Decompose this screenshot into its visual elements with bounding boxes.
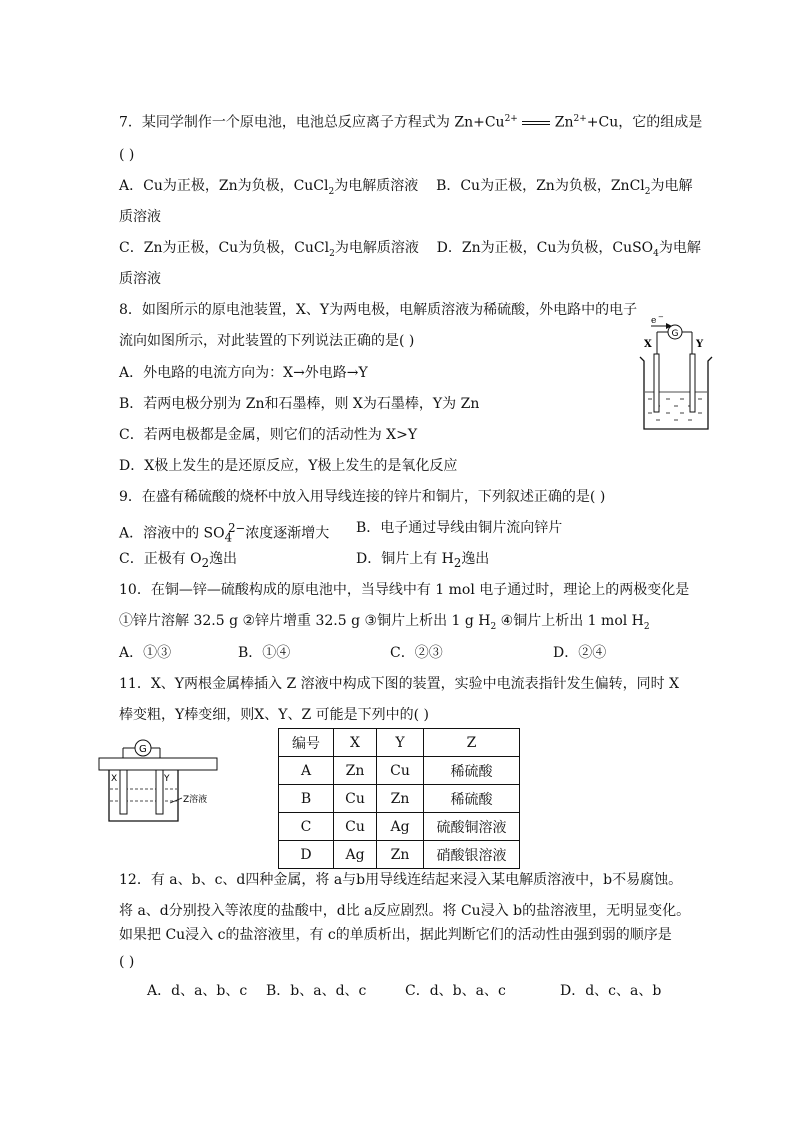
q12-stem-line3: 如果把 Cu浸入 c的盐溶液里，有 c的单质析出，据此判断它们的活动性由强到弱的顺序是 — [119, 927, 672, 943]
svg-text:X: X — [111, 774, 118, 784]
q9-stem: 9．在盛有稀硫酸的烧杯中放入用导线连接的锌片和铜片，下列叙述正确的是( ) — [119, 489, 606, 505]
electrolysis-cell-figure-q11 — [98, 737, 230, 827]
q12-option-b: B．b、a、d、c — [266, 983, 367, 999]
q7-stem: 7．某同学制作一个原电池，电池总反应离子方程式为 $Zn+Cu^{2+}$ $Zn^{2+}+Cu$，它的组成是 — [119, 114, 703, 131]
table-row — [279, 841, 520, 869]
q7-option-c-d: C．Zn为正极，Cu为负极，CuCl$_2$为电解质溶液 D．Zn为正极，Cu为负极，CuSO$_4$为电解 — [119, 240, 701, 259]
q10-option-c: C．②③ — [390, 645, 443, 661]
table-cell: A — [279, 757, 334, 785]
q10-option-a: A．①③ — [119, 645, 172, 661]
table-cell: C — [279, 813, 334, 841]
svg-text:G: G — [139, 744, 147, 755]
q9-option-b: B．电子通过导线由铜片流向锌片 — [356, 520, 563, 536]
svg-text:Y: Y — [696, 339, 704, 350]
svg-text:Z溶液: Z溶液 — [183, 795, 208, 805]
q8-stem-line1: 8．如图所示的原电池装置，X、Y为两电极，电解质溶液为稀硫酸，外电路中的电子 — [119, 302, 638, 318]
q9-option-a: A．溶液中的 $SO_4^{2-}$浓度逐渐增大 — [119, 521, 330, 545]
q10-items: ①锌片溶解 32.5 g ②锌片增重 32.5 g ③铜片上析出 1 g $H_2$ ④铜片上析出 1 mol $H_2$ — [119, 613, 650, 632]
q10-option-b: B．①④ — [238, 645, 291, 661]
table-cell: Ag — [334, 841, 377, 869]
svg-text:e: e — [651, 316, 657, 326]
table-cell: Zn — [377, 785, 424, 813]
q9-option-c: C．正极有 $O_2$逸出 — [119, 551, 238, 570]
table-cell: 稀硫酸 — [424, 757, 520, 785]
table-cell: Zn — [377, 841, 424, 869]
table-cell: 稀硫酸 — [424, 785, 520, 813]
galvanic-cell-figure-q8 — [636, 312, 716, 437]
svg-text:G: G — [671, 329, 679, 339]
q8-stem-line2: 流向如图所示，对此装置的下列说法正确的是( ) — [119, 333, 415, 349]
table-cell: Cu — [334, 813, 377, 841]
q10-stem: 10．在铜—锌—硫酸构成的原电池中，当导线中有 1 mol 电子通过时，理论上的两极变化是 — [119, 582, 690, 598]
q8-option-b: B．若两电极分别为 Zn和石墨棒，则 X为石墨棒，Y为 Zn — [119, 396, 480, 412]
table-row — [279, 757, 520, 785]
equals-sign-icon — [522, 117, 550, 129]
q8-option-d: D．X极上发生的是还原反应，Y极上发生的是氧化反应 — [119, 458, 458, 474]
table-row — [279, 813, 520, 841]
q7-option-d-wrap: 质溶液 — [119, 271, 161, 287]
table-header-cell: 编号 — [279, 729, 334, 757]
table-header-cell: X — [334, 729, 377, 757]
q7-option-a-b: A．Cu为正极，Zn为负极，CuCl$_2$为电解质溶液 B．Cu为正极，Zn为负极，ZnCl$_2$为电解 — [119, 178, 693, 197]
q9-option-d: D．铜片上有 $H_2$逸出 — [356, 551, 490, 570]
q8-option-c: C．若两电极都是金属，则它们的活动性为 X>Y — [119, 427, 418, 443]
q12-option-c: C．d、b、a、c — [405, 983, 506, 999]
table-header-cell: Z — [424, 729, 520, 757]
table-row — [279, 785, 520, 813]
q12-stem-line2: 将 a、d分别投入等浓度的盐酸中，d比 a反应剧烈。将 Cu浸入 b的盐溶液里，无明显变化。 — [119, 903, 691, 919]
table-cell: Ag — [377, 813, 424, 841]
q7-paren: ( ) — [119, 147, 135, 163]
table-cell: 硝酸银溶液 — [424, 841, 520, 869]
q12-option-a: A．d、a、b、c — [147, 983, 248, 999]
q8-option-a: A．外电路的电流方向为：X→外电路→Y — [119, 365, 368, 381]
table-cell: Cu — [377, 757, 424, 785]
table-cell: Zn — [334, 757, 377, 785]
q7-option-b-wrap: 质溶液 — [119, 209, 161, 225]
table-cell: D — [279, 841, 334, 869]
q11-options-table — [278, 728, 520, 869]
q12-paren: ( ) — [119, 954, 135, 970]
table-header-row — [279, 729, 520, 757]
q11-stem-line1: 11．X、Y两根金属棒插入 Z 溶液中构成下图的装置，实验中电流表指针发生偏转，同时 X — [119, 676, 680, 692]
table-header-cell: Y — [377, 729, 424, 757]
table-cell: 硫酸铜溶液 — [424, 813, 520, 841]
svg-text:−: − — [658, 313, 664, 321]
q12-stem-line1: 12．有 a、b、c、d四种金属，将 a与b用导线连结起来浸入某电解质溶液中，b不易腐蚀。 — [119, 872, 683, 888]
table-cell: B — [279, 785, 334, 813]
svg-text:X: X — [644, 339, 652, 350]
svg-text:Y: Y — [164, 774, 170, 784]
q11-stem-line2: 棒变粗，Y棒变细，则X、Y、Z 可能是下列中的( ) — [119, 707, 430, 723]
q12-option-d: D．d、c、a、b — [560, 983, 662, 999]
q10-option-d: D．②④ — [553, 645, 607, 661]
table-cell: Cu — [334, 785, 377, 813]
